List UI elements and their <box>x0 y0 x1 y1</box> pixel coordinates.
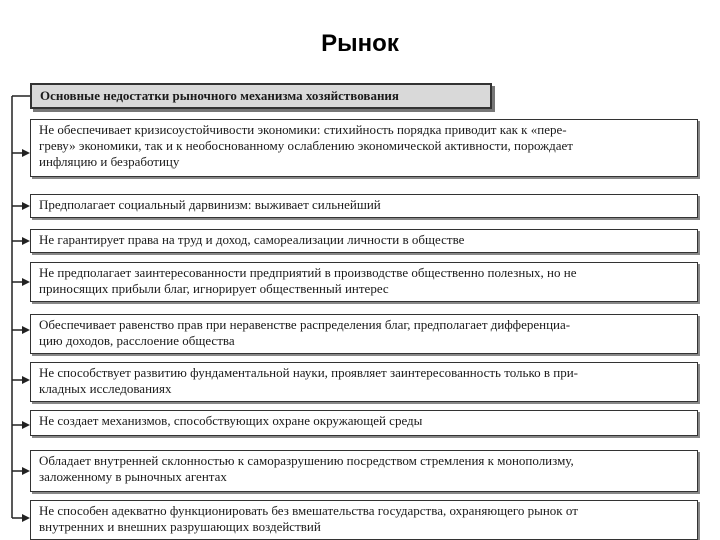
arrow-head-4 <box>22 278 30 286</box>
item-box-science: Не способствует развитию фундаментальной науки, проявляет заинтересованность только в при- кладных исследованиях <box>30 362 698 402</box>
arrow-head-8 <box>22 467 30 475</box>
arrow-head-2 <box>22 202 30 210</box>
header-box: Основные недостатки рыночного механизма хозяйствования <box>30 83 492 109</box>
item-box-state: Не способен адекватно функционировать без вмешательства государства, охраняющего рынок от внутренних и внешних разрушающих воздействий <box>30 500 698 540</box>
arrow-head-6 <box>22 376 30 384</box>
arrow-head-1 <box>22 149 30 157</box>
slide-title: Рынок <box>321 30 399 57</box>
arrow-head-3 <box>22 237 30 245</box>
item-box-labor-rights: Не гарантирует права на труд и доход, самореализации личности в обществе <box>30 229 698 253</box>
item-box-monopoly: Обладает внутренней склонностью к саморазрушению посредством стремления к монополизму, заложенному в рыночных агентах <box>30 450 698 492</box>
arrow-head-5 <box>22 326 30 334</box>
item-box-environment: Не создает механизмов, способствующих охране окружающей среды <box>30 410 698 436</box>
item-box-inequality: Обеспечивает равенство прав при неравенстве распределения благ, предполагает дифференциа- цию доходов, расслоение общества <box>30 314 698 354</box>
item-box-darwinism: Предполагает социальный дарвинизм: выживает сильнейший <box>30 194 698 218</box>
item-box-public-goods: Не предполагает заинтересованности предприятий в производстве общественно полезных, но не приносящих прибыли благ, игнорирует общественный интерес <box>30 262 698 302</box>
arrow-head-9 <box>22 514 30 522</box>
arrow-head-7 <box>22 421 30 429</box>
item-box-crisis: Не обеспечивает кризисоустойчивости экономики: стихийность порядка приводит как к «пере- греву» экономики, так и к необоснованному ослаблению экономической активности, порождает инфляцию и безработицу <box>30 119 698 177</box>
